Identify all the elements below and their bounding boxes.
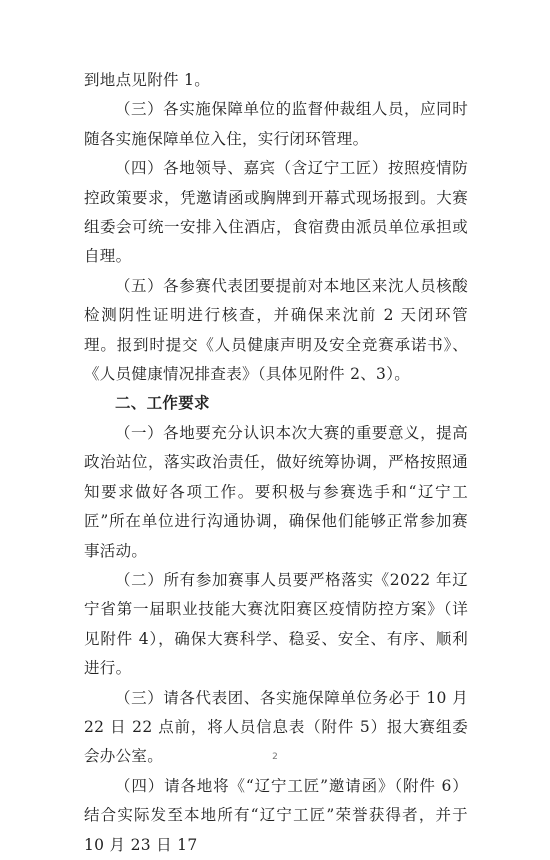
section-heading-work-requirements: 二、工作要求 — [115, 394, 210, 413]
requirement-3: （三）请各代表团、各实施保障单位务必于 10 月 22 日 22 点前，将人员信息表（附件 5）报大赛组委会办公室。 — [84, 688, 468, 766]
paragraph-continuation: 到地点见附件 1。 — [84, 71, 210, 89]
page-number: 2 — [272, 752, 278, 762]
paragraph-item-3-supervision: （三）各实施保障单位的监督仲裁组人员，应同时随各实施保障单位入住，实行闭环管理。 — [84, 100, 468, 148]
paragraph-item-4-leaders-guests: （四）各地领导、嘉宾（含辽宁工匠）按照疫情防控政策要求，凭邀请函或胸牌到开幕式现场报到。大赛组委会可统一安排入住酒店，食宿费由派员单位承担或自理。 — [84, 159, 468, 266]
requirement-1: （一）各地要充分认识本次大赛的重要意义，提高政治站位，落实政治责任，做好统筹协调，严格按照通知要求做好各项工作。要积极与参赛选手和“辽宁工匠”所在单位进行沟通协调，确保他们能够正常参加赛事活动。 — [84, 423, 468, 560]
paragraph-item-5-delegations: （五）各参赛代表团要提前对本地区来沈人员核酸检测阴性证明进行核查，并确保来沈前 2 天闭环管理。报到时提交《人员健康声明及安全竞赛承诺书》、《人员健康情况排查表》（具体见附件 2、3）。 — [84, 276, 468, 384]
requirement-4: （四）请各地将《“辽宁工匠”邀请函》（附件 6）结合实际发至本地所有“辽宁工匠”荣誉获得者，并于 10 月 23 日 17 — [84, 776, 468, 854]
requirement-2: （二）所有参加赛事人员要严格落实《2022 年辽宁省第一届职业技能大赛沈阳赛区疫情防控方案》（详见附件 4），确保大赛科学、稳妥、安全、有序、顺利进行。 — [84, 570, 468, 678]
document-body — [84, 66, 468, 860]
